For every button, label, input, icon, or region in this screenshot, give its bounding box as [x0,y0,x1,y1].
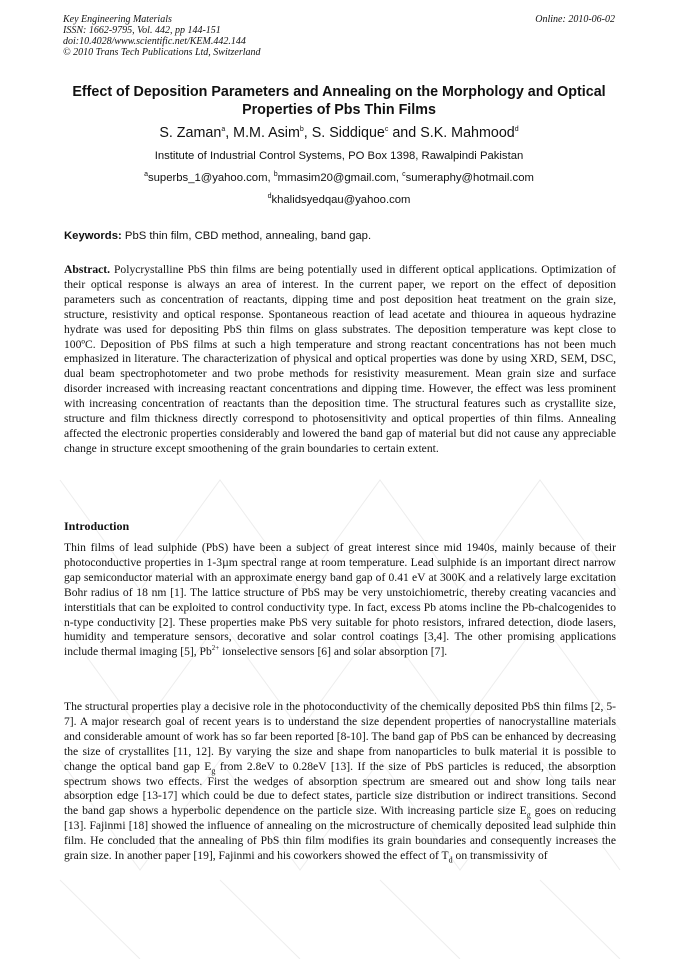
journal-header [63,14,261,58]
intro-p2-sub: d [448,855,453,865]
journal-name: Key Engineering Materials [63,14,172,25]
journal-issn: ISSN: 1662-9795, Vol. 442, pp 144-151 [63,25,221,36]
author-separator: , [303,125,312,141]
email-address: sumeraphy@hotmail.com [405,172,534,184]
email-list [30,171,648,185]
email-sup: b [273,171,278,179]
email-sup: d [267,193,272,201]
author-name: S. Zaman [159,125,222,141]
intro-p2-text: from 2.8eV to 0.28eV [13]. If the size of PbS particles is reduced, the absorption spectrum shows two effects. First the wedges of absorption spectrum are smeared out and show long tails near absorption edge [13-17] which could be due to defect states, particle size distribution or indirect transitions. Second the band gap shows a hyperbolic dependence on the particle size. With increasing particle size E [64,759,616,818]
email-address: superbs_1@yahoo.com [148,172,268,184]
email-address: khalidsyedqau@yahoo.com [271,194,411,206]
intro-p1-sup: 2+ [211,644,220,653]
author-name: M.M. Asim [233,125,300,141]
email-address: mmasim20@gmail.com [277,172,396,184]
abstract-label: Abstract. [64,263,111,276]
author-separator: , [225,125,234,141]
email-list-2 [30,193,648,207]
email-separator: , [395,172,403,184]
author-separator: and [388,125,421,141]
author-name: S. Siddique [311,125,385,141]
author-sup: d [514,126,519,134]
intro-p2-text: goes on reducing [13]. Fajinmi [18] showed the influence of annealing on the microstructure of chemically deposited lead sulphide thin film. He concluded that the annealing of PbS thin film modifies its grain boundaries and consequently increases the grain size. In another paper [19], Fajinmi and his coworkers showed the effect of T [64,804,616,863]
email-sup: a [144,171,148,179]
journal-copyright: © 2010 Trans Tech Publications Ltd, Switzerland [63,47,261,58]
intro-p1-text: Thin films of lead sulphide (PbS) have been a subject of great interest since mid 1940s, mainly because of their photoconductive properties in 1-3µm spectral range at room temperature. Lead sulphide is an important direct narrow gap semiconductor material with an approximate energy band gap of 0.41 eV at 300K and a relatively large excitation Bohr radius of 18 nm [1]. The lattice structure of PbS may be very unstoichiometric, thereby creating vacancies and interstitials that can be exploited to control conductivity type. In fact, excess Pb atoms incline the Pb-chalcogenides to n-type conductivity [2]. These properties make PbS very suitable for photo resistors, infrared detection, diode lasers, humidity and temperature sensors, decorative and solar control coatings [3,4]. The other promising applications include thermal imaging [5], Pb [64,541,616,659]
intro-paragraph-1 [64,541,616,660]
intro-p2-sub: g [526,810,531,820]
email-separator: , [267,172,274,184]
intro-paragraph-2 [64,700,616,864]
intro-p2-text: on transmissivity of [452,849,548,863]
author-sup: a [221,126,226,134]
paper-title: Effect of Deposition Parameters and Annealing on the Morphology and Optical Properties of Pbs Thin Films [72,84,606,118]
affiliation: Institute of Industrial Control Systems, PO Box 1398, Rawalpindi Pakistan [154,150,524,162]
keywords-label: Keywords: [64,230,122,242]
intro-p2-text: The structural properties play a decisive role in the photoconductivity of the chemically deposited PbS thin films [2, 5-7]. A major research goal of recent years is to understand the size dependent properties of nanocrystalline materials and considerable amount of work has so far been reported [8-10]. The band gap of PbS can be enhanced by decreasing the size of crystallites [11, 12]. By varying the size and shape from nanoparticles to bulk material it is possible to change the optical band gap E [64,700,616,773]
author-sup: b [299,126,304,134]
abstract-text: Polycrystalline PbS thin films are being potentially used in different optical applications. Optimization of their optical response is always an area of interest. In the current paper, we report on the effect of deposition parameters such as concentration of reactants, dipping time and post deposition heat treatment on the grain size, structure, resistivity and optical response. Spontaneous reaction of lead acetate and thiourea in aqueous hydrazine hydrate was used for depositing PbS thin films on glass substrates. The deposition temperature was kept close to 100ºC. Deposition of PbS films at such a high temperature and strong reactant concentrations has not been much emphasized in literature. The characterization of physical and optical properties was done by using XRD, SEM, DSC, dual beam spectrophotometer and two probe methods for resistivity measurement. Mean grain size and surface disorder increased with increasing reactant concentrations and dipping time. However, the effect was less prominent with increasing concentration of reactants than the deposition time. The structural features such as crystallite size, structure and film thickness directly correspond to photosensitivity and optical properties of thin films. Annealing affected the electronic properties considerably and lowered the band gap of material but did not cause any appreciable change in structure except smoothening of the grain boundaries to certain extent. [64,263,616,455]
abstract [64,263,616,457]
online-date: Online: 2010-06-02 [535,14,615,25]
section-heading-introduction: Introduction [64,519,130,533]
intro-p2-sub: g [211,765,216,775]
keywords [64,229,624,243]
author-list [30,124,648,142]
journal-doi: doi:10.4028/www.scientific.net/KEM.442.144 [63,36,246,47]
keywords-text: PbS thin film, CBD method, annealing, band gap. [124,230,372,242]
author-name: S.K. Mahmood [420,125,515,141]
intro-p1-text-end: ionselective sensors [6] and solar absorption [7]. [219,645,448,659]
email-sup: c [402,171,406,179]
author-sup: c [384,126,389,134]
